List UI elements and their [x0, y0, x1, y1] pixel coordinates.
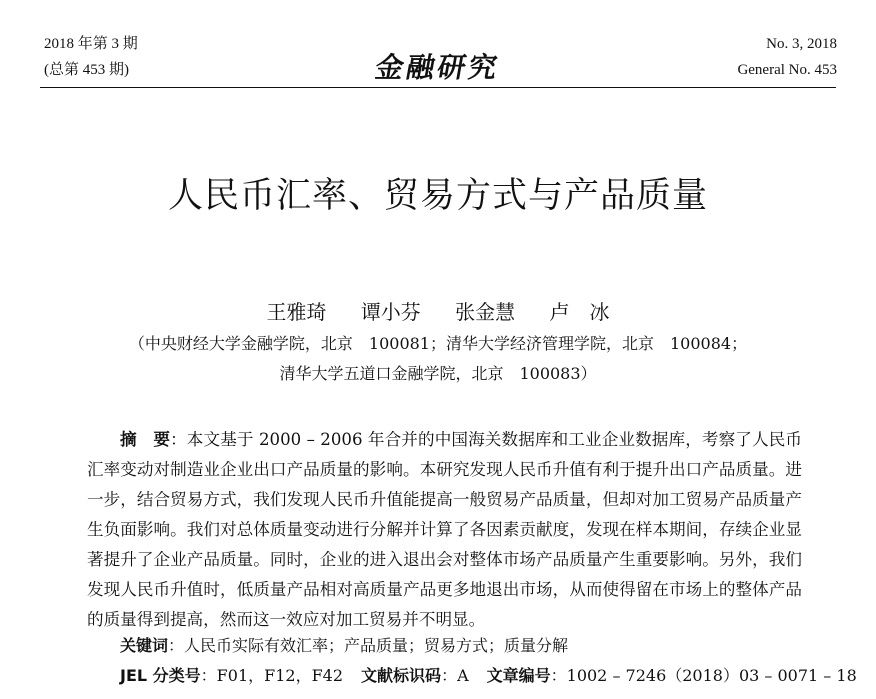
paper-title: 人民币汇率、贸易方式与产品质量 — [167, 176, 708, 216]
abstract — [87, 425, 802, 635]
issue-total-number: (总第 453 期) — [44, 62, 129, 78]
keywords-text: ：人民币实际有效汇率；产品质量；贸易方式；质量分解 — [168, 636, 569, 655]
header-divider — [40, 87, 836, 88]
author-name: 谭小芬 — [360, 300, 421, 324]
affiliation-line-2: 清华大学五道口金融学院，北京 100083） — [279, 364, 597, 383]
doc-code-value: ：A — [441, 666, 469, 685]
issue-number-en: No. 3, 2018 — [766, 36, 837, 52]
author-name: 张金慧 — [455, 300, 516, 324]
keywords — [120, 633, 568, 656]
author-name: 王雅琦 — [266, 300, 327, 324]
jel-value: ：F01，F12，F42 — [200, 666, 344, 685]
article-number-label: 文章编号 — [486, 666, 551, 685]
author-name: 卢 冰 — [549, 300, 610, 324]
abstract-text: ：本文基于 2000 – 2006 年合并的中国海关数据库和工业企业数据库，考察了人民币汇率变动对制造业企业出口产品质量的影响。本研究发现人民币升值有利于提升出口产品质量。进一步，结合贸易方式，我们发现人民币升值能提高一般贸易产品质量，但却对加工贸易产品质量产生负面影响。我们对总体质量变动进行分解并计算了各因素贡献度，发现在样本期间，存续企业显著提升了企业产品质量。同时，企业的进入退出会对整体市场产品质量产生重要影响。另外，我们发现人民币升值时，低质量产品相对高质量产品更多地退出市场，从而使得留在市场上的整体产品的质量得到提高，然而这一效应对加工贸易并不明显。 — [87, 430, 803, 629]
keywords-label: 关键词 — [120, 636, 169, 655]
affiliation-line-1: （中央财经大学金融学院，北京 100081；清华大学经济管理学院，北京 100084； — [128, 334, 748, 353]
author-list — [0, 296, 876, 325]
general-number-en: General No. 453 — [737, 62, 837, 78]
abstract-label: 摘 要 — [120, 430, 171, 449]
issue-info-right — [737, 31, 837, 83]
doc-code-label: 文献标识码 — [361, 666, 442, 685]
article-number-value: ：1002 – 7246（2018）03 – 0071 – 18 — [550, 666, 857, 685]
jel-label: JEL 分类号 — [120, 666, 201, 685]
issue-year-number: 2018 年第 3 期 — [44, 36, 138, 52]
classification-line — [120, 663, 857, 686]
journal-logo: 金融研究 — [372, 51, 503, 84]
